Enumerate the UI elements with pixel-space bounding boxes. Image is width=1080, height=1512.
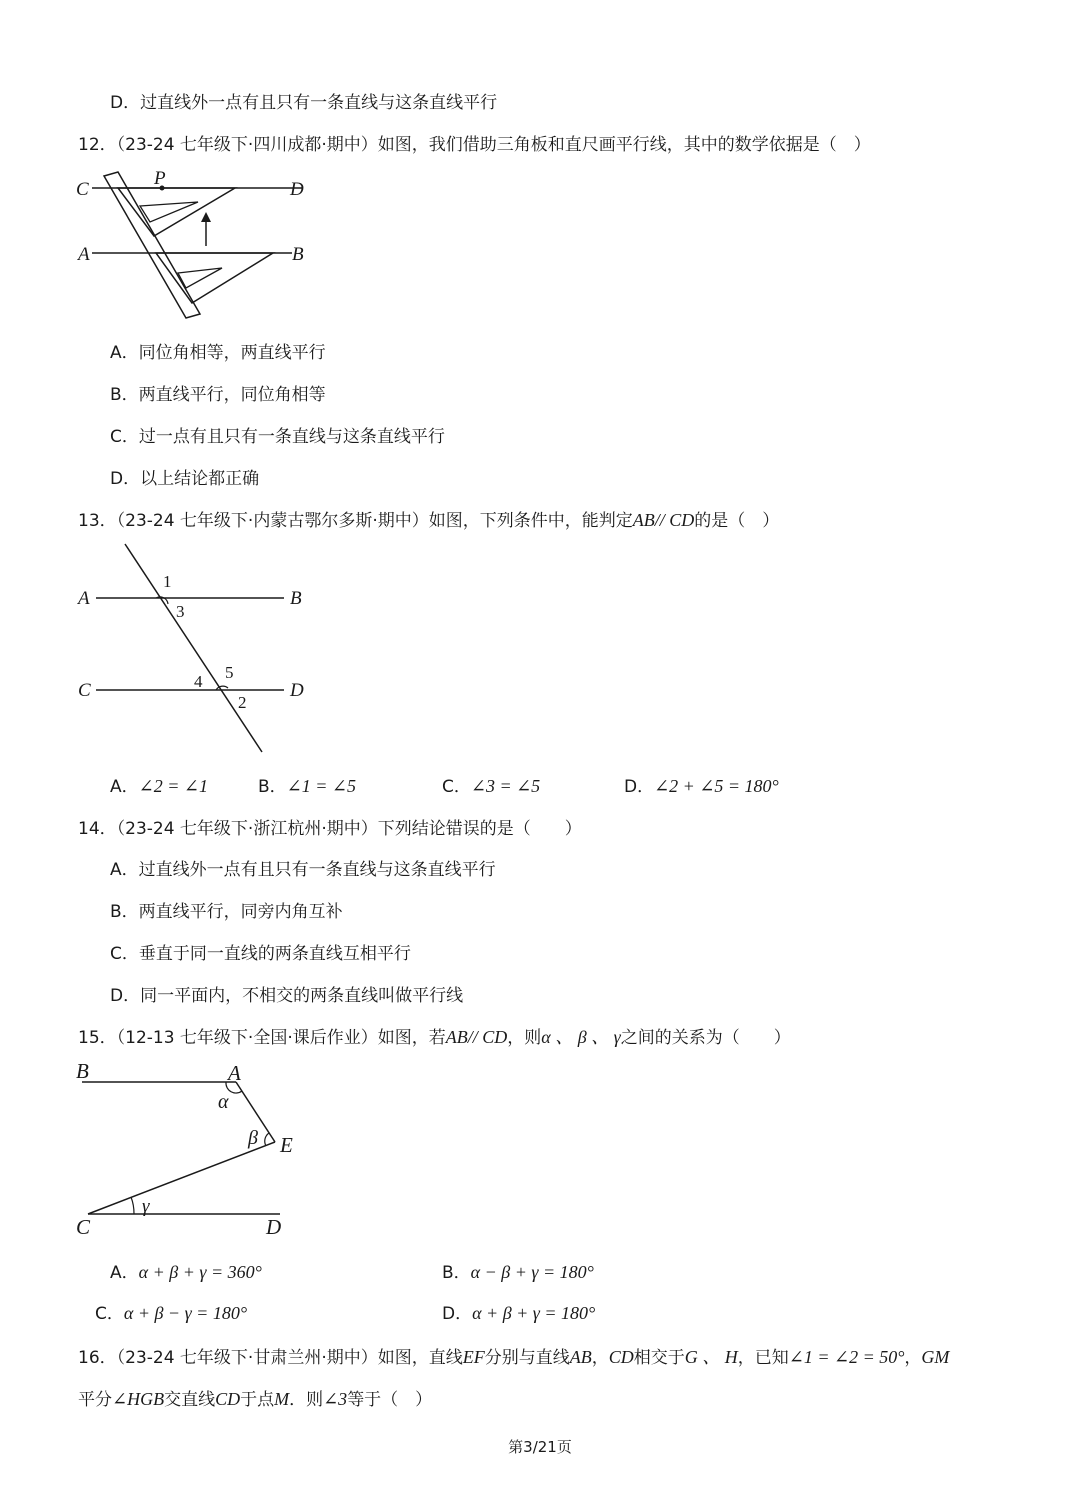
q13-label-a: A	[78, 588, 90, 609]
q13-stem: 13．（23-24 七年级下·内蒙古鄂尔多斯·期中）如图，下列条件中，能判定AB// CD的是（ ）	[78, 510, 780, 531]
q13-label-d: D	[290, 680, 304, 701]
q15-label-alpha: α	[218, 1091, 229, 1113]
q13-option-a: A．∠2 = ∠1	[110, 776, 208, 797]
q14-stem: 14．（23-24 七年级下·浙江杭州·期中）下列结论错误的是（ ）	[78, 819, 582, 839]
q12-label-a: A	[78, 244, 90, 265]
q12-label-b: B	[292, 244, 304, 265]
q12-figure	[70, 168, 330, 328]
q13-angle-4: 4	[194, 672, 203, 691]
q15-option-d: D．α + β + γ = 180°	[442, 1303, 596, 1324]
q15-label-gamma: γ	[142, 1196, 150, 1217]
q11-option-d: D．过直线外一点有且只有一条直线与这条直线平行	[110, 93, 498, 113]
q16-stem-line1: 16．（23-24 七年级下·甘肃兰州·期中）如图，直线EF分别与直线AB，CD相交于G 、 H，已知∠1 = ∠2 = 50°，GM	[78, 1347, 950, 1368]
q12-stem: 12．（23-24 七年级下·四川成都·期中）如图，我们借助三角板和直尺画平行线，其中的数学依据是（ ）	[78, 135, 871, 155]
page-number: 第3/21页	[508, 1438, 572, 1456]
q12-label-p: P	[154, 168, 166, 189]
q13-angle-2: 2	[238, 693, 247, 712]
q13-figure	[70, 540, 330, 760]
q15-label-a: A	[228, 1061, 241, 1085]
q13-option-d: D．∠2 + ∠5 = 180°	[624, 776, 779, 797]
q15-stem: 15．（12-13 七年级下·全国·课后作业）如图，若AB// CD，则α 、 β 、 γ之间的关系为（ ）	[78, 1027, 791, 1048]
q12-option-b: B．两直线平行，同位角相等	[110, 385, 326, 405]
q13-label-b: B	[290, 588, 302, 609]
q15-label-d: D	[266, 1215, 282, 1239]
q13-angle-1: 1	[163, 572, 172, 591]
q15-option-b: B．α − β + γ = 180°	[442, 1262, 594, 1283]
q13-option-c: C．∠3 = ∠5	[442, 776, 541, 797]
q13-angle-5: 5	[225, 663, 234, 682]
q15-option-a: A．α + β + γ = 360°	[110, 1262, 262, 1283]
q12-option-c: C．过一点有且只有一条直线与这条直线平行	[110, 427, 445, 447]
q14-option-d: D．同一平面内，不相交的两条直线叫做平行线	[110, 986, 464, 1006]
q13-angle-3: 3	[176, 602, 185, 621]
q15-label-beta: β	[248, 1127, 258, 1149]
q15-label-e: E	[280, 1133, 293, 1157]
q13-option-b: B．∠1 = ∠5	[258, 776, 356, 797]
q15-figure	[70, 1060, 330, 1242]
q12-label-d: D	[290, 179, 304, 200]
q12-label-c: C	[76, 179, 89, 200]
q14-option-a: A．过直线外一点有且只有一条直线与这条直线平行	[110, 860, 496, 880]
q16-stem-line2: 平分∠HGB交直线CD于点M．则∠3等于（ ）	[78, 1389, 433, 1410]
q15-option-c: C．α + β − γ = 180°	[95, 1303, 248, 1324]
q13-label-c: C	[78, 680, 91, 701]
q15-label-c: C	[76, 1215, 91, 1239]
q15-label-b: B	[76, 1059, 89, 1083]
q14-option-c: C．垂直于同一直线的两条直线互相平行	[110, 944, 411, 964]
q14-option-b: B．两直线平行，同旁内角互补	[110, 902, 343, 922]
q12-option-a: A．同位角相等，两直线平行	[110, 343, 326, 363]
q12-option-d: D．以上结论都正确	[110, 469, 260, 489]
